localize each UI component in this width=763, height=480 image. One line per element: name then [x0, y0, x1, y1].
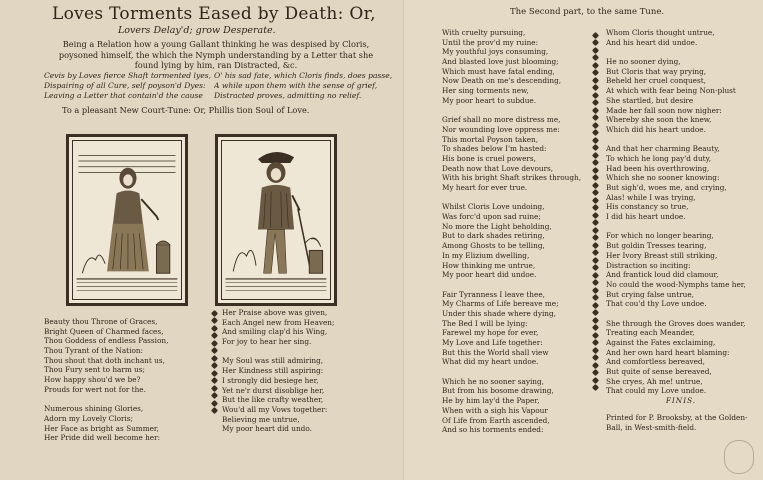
verse-line: But crying false untrue, [606, 289, 694, 299]
verse-line: The Bed I will be lying: [442, 318, 528, 328]
ornament-divider-left [212, 308, 218, 416]
stanza-gap [442, 367, 587, 377]
verse-line: But quite of sense bereaved, [606, 367, 712, 377]
tune-line: To a pleasant New Court-Tune: Or, Phillis tion Soul of Love. [62, 105, 310, 115]
verse-line: That cou'd thy Love undoe. [606, 299, 707, 309]
verse-line: Her Kindness still aspiring: [222, 366, 324, 376]
verse-line: Until the prov'd my ruine: [442, 37, 539, 47]
verse-line: Of Life from Earth ascended, [442, 415, 550, 425]
verse-line: But Cloris that way prying, [606, 66, 707, 76]
verse-line: How happy shou'd we be? [44, 375, 141, 385]
verse-line: He no sooner dying, [606, 57, 681, 67]
verse-line: Against the Fates exclaiming, [606, 338, 716, 347]
verse-line: Whereby she soon the knew, [606, 115, 712, 125]
verse-line: And that her charming Beauty, [606, 144, 720, 154]
verse-line: Bright Queen of Charmed faces, [44, 326, 164, 336]
verse-line: Thou Tyrant of the Nation: [44, 346, 143, 356]
verse-line: But sigh'd, woes me, and crying, [606, 183, 727, 192]
verse-line: My youthful joys consuming, [442, 47, 549, 57]
intro-verse-right: Distracted proves, admitting no relief. [214, 91, 362, 100]
verse-line: And smiling clap'd his Wing, [222, 327, 328, 337]
verse-line: Adorn my Lovely Cloris; [44, 413, 133, 423]
ballad-column-right-2 [606, 28, 756, 406]
running-head: The Second part, to the same Tune. [510, 7, 665, 17]
woodcut-lady [66, 134, 188, 306]
verse-line: That could my Love undoe. [606, 386, 707, 396]
stanza-gap [606, 309, 756, 319]
verse-line: And comfortless bereaved, [606, 357, 705, 367]
stanza-gap [442, 193, 587, 203]
stanza-gap [44, 395, 209, 405]
ornament-divider-right [593, 30, 599, 393]
intro-verse-row [44, 81, 399, 91]
ballad-column-left-2 [222, 308, 400, 434]
ballad-title: Loves Torments Eased by Death: Or, [52, 4, 376, 24]
verse-line: With cruelty pursuing, [442, 28, 526, 37]
verse-line: Which he no sooner saying, [442, 376, 544, 386]
verse-line: Grief shall no more distress me, [442, 115, 561, 125]
stanza-gap [606, 135, 756, 145]
verse-line: But this the World shall view [442, 347, 549, 357]
woodcut-gallant-illustration [218, 137, 334, 303]
woodcut-gallant [215, 134, 337, 306]
ballad-subtitle: Lovers Delay'd; grow Desperate. [118, 25, 276, 36]
verse-line: Prouds for wert not for the. [44, 384, 146, 394]
verse-line: But to dark shades retiring, [442, 231, 545, 241]
verse-line: When with a sigh his Vapour [442, 405, 548, 415]
library-stamp [724, 440, 754, 474]
ballad-column-right-1 [442, 28, 587, 435]
verse-line: My heart for ever true. [442, 183, 528, 192]
intro-verse-right: O' his sad fate, which Cloris finds, does passe, [214, 71, 393, 80]
verse-line: At which with fear being Non-plust [606, 86, 736, 96]
verse-line: My poor heart to subdue. [442, 95, 537, 105]
verse-line: Distraction so inciting: [606, 260, 691, 270]
intro-verse-row [44, 91, 399, 101]
finis-mark: FINIS. [665, 396, 697, 406]
verse-line: Thou shout that doth inchant us, [44, 355, 165, 365]
verse-line: And blasted love just blooming; [442, 57, 559, 67]
verse-line: Under this shade where dying, [442, 308, 556, 318]
verse-line: Whilst Cloris Love undoing, [442, 202, 545, 212]
stanza-gap [606, 222, 756, 232]
verse-line: Numerous shining Glories, [44, 404, 144, 414]
verse-line: This mortal Poyson taken, [442, 134, 539, 144]
verse-line: Beauty thou Throne of Graces, [44, 317, 158, 326]
stanza-gap [222, 347, 400, 357]
verse-line: I did his heart undoe. [606, 212, 686, 222]
verse-line: Which must have fatal ending, [442, 66, 555, 76]
verse-line: He by him lay'd the Paper, [442, 396, 540, 406]
verse-line: My Love and Life together: [442, 338, 543, 347]
verse-line: No could the wood-Nymphs tame her, [606, 279, 746, 289]
printer-imprint: Printed for P. Brooksby, at the Golden-Ball, in West-smith-field. [606, 413, 748, 432]
verse-line: His constancy so true, [606, 202, 689, 212]
verse-line: Believing me untrue, [222, 414, 300, 424]
verse-line: She cryes, Ah me! untrue, [606, 376, 703, 386]
verse-line: Thou Fury sent to harm us; [44, 365, 146, 375]
verse-line: Was forc'd upon sad ruine; [442, 212, 541, 222]
verse-line: For joy to hear her sing. [222, 337, 312, 347]
intro-verse-left: Cevis by Loves fierce Shaft tormented lyes, [44, 71, 212, 80]
verse-line: Made her fall soon now nigher: [606, 105, 722, 115]
verse-line: To shades below I'm hasted: [442, 144, 547, 154]
verse-line: Her Praise above was given, [222, 308, 328, 317]
verse-line: Now Death on me's descending, [442, 76, 562, 86]
stanza-gap [606, 47, 756, 57]
verse-line: But from his bosome drawing, [442, 386, 554, 396]
verse-line: Farewel my hope for ever, [442, 328, 539, 338]
verse-line: Fair Tyranness I leave thee, [442, 289, 545, 299]
verse-line: My poor heart did undo. [222, 424, 312, 434]
verse-line: Her Pride did well become her: [44, 433, 161, 443]
verse-line: She startled, but desire [606, 95, 694, 105]
verse-line: Beheld her cruel conquest, [606, 76, 706, 86]
verse-line: Which did his heart undoe. [606, 124, 706, 134]
verse-line: Treating each Meander, [606, 328, 695, 338]
verse-line: His bone is cruel powers, [442, 153, 536, 163]
verse-line: To which he long pay'd duty, [606, 153, 712, 163]
verse-line: Among Ghosts to be telling, [442, 241, 545, 251]
verse-line: In my Elizium dwelling, [442, 250, 530, 260]
intro-verse-left: Leaving a Letter that contain'd the cause [44, 91, 203, 100]
stanza-gap [442, 106, 587, 116]
verse-line: But goldin Tresses tearing, [606, 241, 707, 251]
intro-verses [44, 71, 399, 101]
verse-line: Had been his overthrowing, [606, 163, 710, 173]
ballad-description: Being a Relation how a young Gallant thinking he was despised by Cloris, poysoned himself, the which the Nymph understanding by a Letter that she found lying by him, ran Distracted, &c. [58, 39, 374, 70]
verse-line: My poor heart did undoe. [442, 270, 537, 280]
verse-line: For which no longer bearing, [606, 231, 714, 241]
verse-line: And so his torments ended: [442, 425, 544, 435]
verse-line: Alas! while I was trying, [606, 192, 696, 202]
verse-line: Which she no sooner knowing: [606, 173, 720, 183]
verse-line: Wou'd all my Vows together: [222, 404, 328, 414]
verse-line: Nor wounding love oppress me: [442, 124, 560, 134]
verse-line: I strongly did besiege her, [222, 375, 319, 385]
verse-line: With his bright Shaft strikes through, [442, 173, 582, 183]
woodcut-lady-illustration [69, 137, 185, 303]
verse-line: Her Face as bright as Summer, [44, 423, 159, 433]
intro-verse-left: Dispairing of all Cure, self poyson'd Dyes: [44, 81, 206, 90]
verse-line: No more the Light beholding, [442, 221, 552, 231]
verse-line: Yet ne'r durst disoblige her, [222, 385, 325, 395]
verse-line: What did my heart undoe. [442, 357, 539, 367]
verse-line: She through the Groves does wander, [606, 318, 746, 328]
intro-verse-row [44, 71, 399, 81]
verse-line: And her own hard heart blaming: [606, 347, 730, 357]
verse-line: Whom Cloris thought untrue, [606, 28, 715, 37]
verse-line: Death now that Love devours, [442, 163, 554, 173]
verse-line: Thou Goddess of endless Passion, [44, 336, 169, 346]
verse-line: My Soul was still admiring, [222, 356, 324, 366]
verse-line: Her Ivory Breast still striking, [606, 250, 718, 260]
verse-line: And frantick loud did clamour, [606, 270, 719, 280]
intro-verse-right: A while upon them with the sense of grief, [214, 81, 378, 90]
ballad-column-left-1 [44, 317, 209, 443]
verse-line: My Charms of Life bereave me; [442, 299, 559, 309]
verse-line: Each Angel new from Heaven; [222, 317, 335, 327]
stanza-gap [442, 280, 587, 290]
verse-line: And his heart did undoe. [606, 37, 698, 47]
verse-line: Her sing torments new, [442, 86, 529, 96]
verse-line: But the like crafty weather, [222, 395, 324, 405]
verse-line: How thinking me untrue, [442, 260, 536, 270]
